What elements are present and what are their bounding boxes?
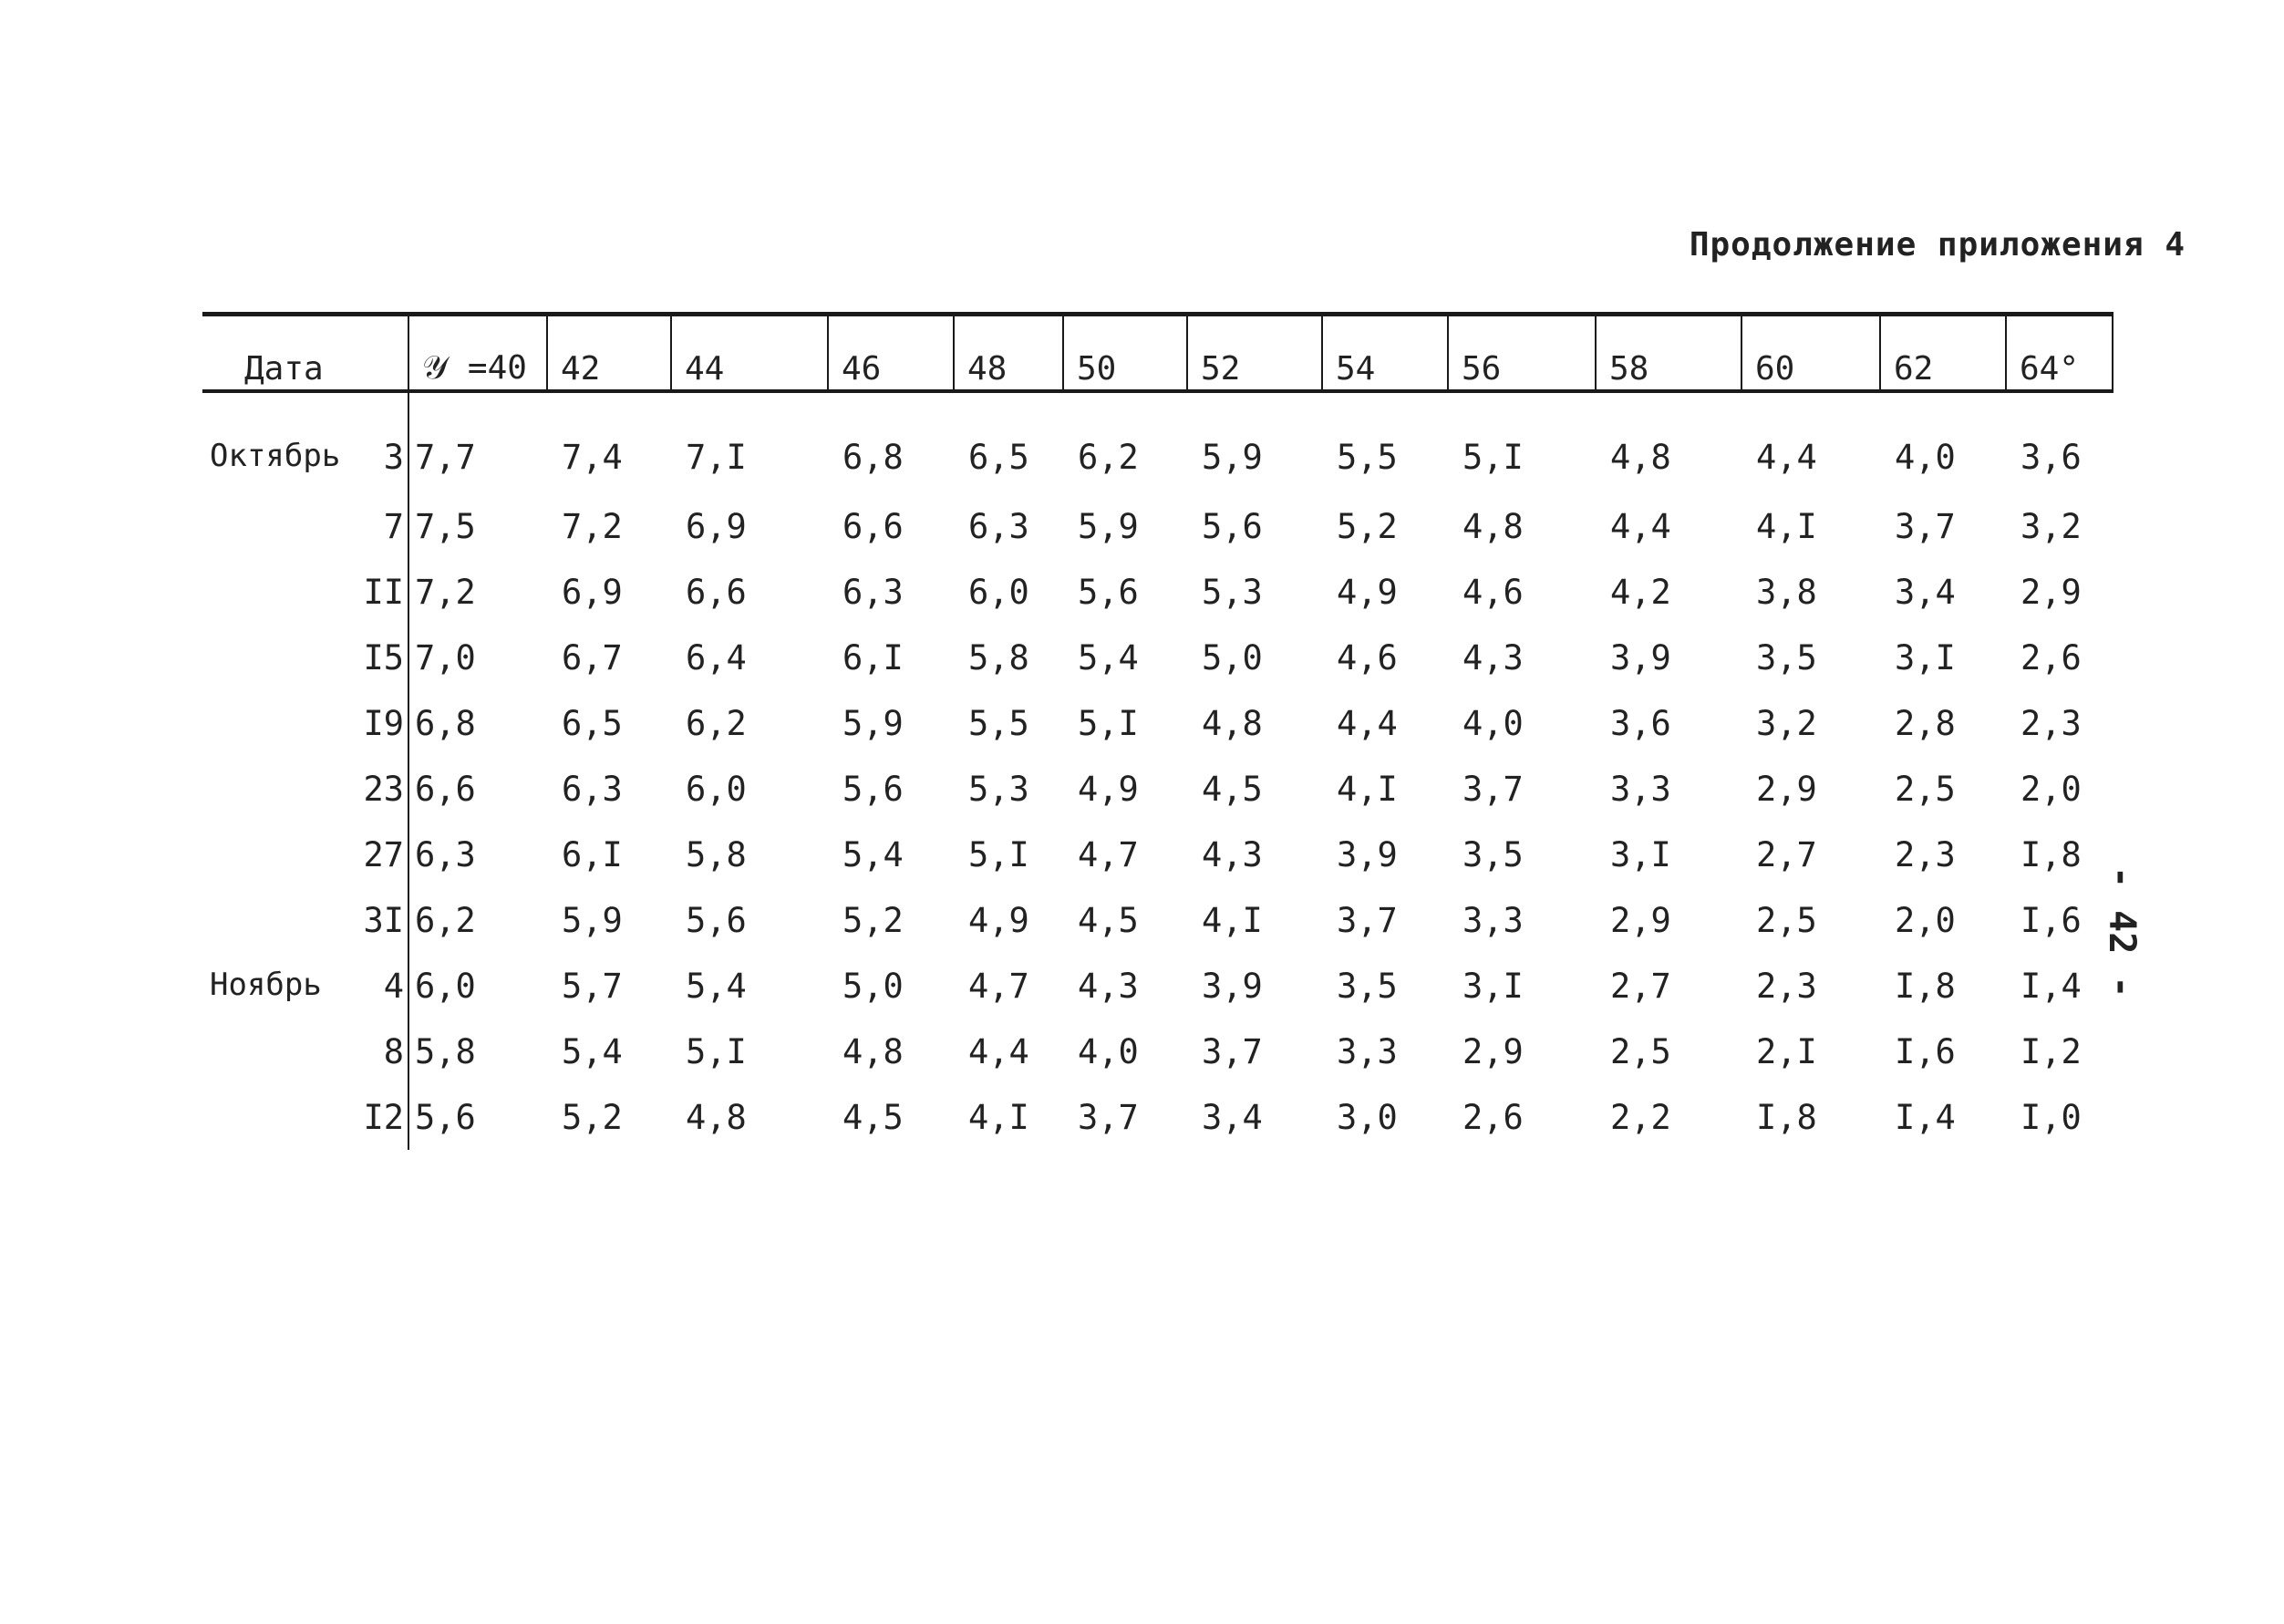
day-label: 7	[383, 506, 404, 546]
value-cell: 5,6	[686, 900, 747, 940]
day-label: I9	[363, 703, 404, 743]
date-cell	[202, 690, 408, 756]
value-cell: I,4	[2020, 966, 2082, 1006]
value-cell: 3,3	[1337, 1031, 1398, 1071]
value-cell: 4,3	[1462, 637, 1524, 678]
value-cell: 3,7	[1202, 1031, 1263, 1071]
value-cell: 3,9	[1610, 637, 1671, 678]
value-cell: 5,0	[1202, 637, 1263, 678]
data-table	[202, 312, 2113, 1150]
value-cell: 5,5	[968, 703, 1029, 743]
value-cell: 6,2	[415, 900, 476, 940]
value-cell: 5,I	[1078, 703, 1139, 743]
value-cell: 5,2	[1337, 506, 1398, 546]
value-cell: 4,5	[842, 1097, 904, 1137]
value-cell: 4,I	[1337, 769, 1398, 809]
value-cell: 4,5	[1078, 900, 1139, 940]
value-cell: 3,4	[1895, 572, 1956, 612]
value-cell: 6,4	[686, 637, 747, 678]
value-cell: 7,I	[686, 437, 747, 477]
day-label: 3I	[363, 900, 404, 940]
table-body	[202, 391, 2113, 1150]
value-cell: 5,4	[562, 1031, 623, 1071]
table-row	[202, 887, 2113, 953]
value-cell: 4,4	[1610, 506, 1671, 546]
value-cell: 2,7	[1610, 966, 1671, 1006]
value-cell: 6,0	[968, 572, 1029, 612]
value-cell: 4,7	[968, 966, 1029, 1006]
value-cell: 4,4	[1756, 437, 1817, 477]
value-cell: 4,8	[1610, 437, 1671, 477]
value-cell: 5,6	[1078, 572, 1139, 612]
value-cell: 3,7	[1895, 506, 1956, 546]
value-cell: 5,8	[686, 834, 747, 874]
value-cell: 4,I	[1756, 506, 1817, 546]
value-cell: 6,2	[1078, 437, 1139, 477]
value-cell: 6,5	[968, 437, 1029, 477]
latitude-column-header: 52	[1187, 315, 1322, 392]
value-cell: 2,9	[1610, 900, 1671, 940]
value-cell: 6,3	[415, 834, 476, 874]
value-cell: 5,4	[686, 966, 747, 1006]
appendix-continuation-note: Продолжение приложения 4	[1689, 226, 2186, 264]
value-cell: 4,4	[1337, 703, 1398, 743]
value-cell: 6,8	[415, 703, 476, 743]
day-label: 27	[363, 834, 404, 874]
value-cell: 2,3	[2020, 703, 2082, 743]
latitude-column-header: 50	[1063, 315, 1187, 392]
value-cell: 5,9	[842, 703, 904, 743]
value-cell: 3,4	[1202, 1097, 1263, 1137]
value-cell: 3,I	[1895, 637, 1956, 678]
value-cell: 2,9	[2020, 572, 2082, 612]
day-label: 23	[363, 769, 404, 809]
value-cell: 6,8	[842, 437, 904, 477]
value-cell: 4,6	[1462, 572, 1524, 612]
value-cell: 5,9	[1202, 437, 1263, 477]
month-label: Ноябрь	[210, 966, 322, 1003]
value-cell: 2,I	[1756, 1031, 1817, 1071]
value-cell: 7,0	[415, 637, 476, 678]
value-cell: 2,7	[1756, 834, 1817, 874]
latitude-column-header: 48	[954, 315, 1063, 392]
table-header-row	[202, 315, 2113, 392]
latitude-column-header: 60	[1741, 315, 1880, 392]
value-cell: 2,6	[2020, 637, 2082, 678]
value-cell: 6,6	[686, 572, 747, 612]
page-number: - 42 -	[2101, 866, 2143, 998]
value-cell: 3,7	[1337, 900, 1398, 940]
date-column-header: Дата	[244, 350, 324, 388]
value-cell: 5,I	[968, 834, 1029, 874]
latitude-column-header: 44	[671, 315, 828, 392]
value-cell: 3,5	[1462, 834, 1524, 874]
date-cell	[202, 953, 408, 1019]
value-cell: 2,5	[1756, 900, 1817, 940]
value-cell: 5,8	[968, 637, 1029, 678]
value-cell: 5,2	[842, 900, 904, 940]
value-cell: 6,9	[686, 506, 747, 546]
latitude-column-header: 46	[828, 315, 954, 392]
date-cell	[202, 822, 408, 887]
day-label: 3	[383, 437, 404, 477]
value-cell: 2,9	[1756, 769, 1817, 809]
day-label: 8	[383, 1031, 404, 1071]
table-row	[202, 493, 2113, 559]
value-cell: I,8	[2020, 834, 2082, 874]
value-cell: 5,4	[1078, 637, 1139, 678]
table-row	[202, 756, 2113, 822]
value-cell: 4,0	[1462, 703, 1524, 743]
value-cell: 4,7	[1078, 834, 1139, 874]
value-cell: 5,3	[968, 769, 1029, 809]
value-cell: 5,9	[1078, 506, 1139, 546]
value-cell: 5,I	[686, 1031, 747, 1071]
latitude-column-header: 58	[1596, 315, 1741, 392]
value-cell: 6,9	[562, 572, 623, 612]
value-cell: 3,2	[2020, 506, 2082, 546]
value-cell: 5,I	[1462, 437, 1524, 477]
value-cell: I,6	[1895, 1031, 1956, 1071]
value-cell: 5,7	[562, 966, 623, 1006]
value-cell: I,6	[2020, 900, 2082, 940]
value-cell: 3,8	[1756, 572, 1817, 612]
value-cell: 5,4	[842, 834, 904, 874]
value-cell: 3,3	[1610, 769, 1671, 809]
value-cell: 5,5	[1337, 437, 1398, 477]
value-cell: 2,3	[1756, 966, 1817, 1006]
value-cell: I,2	[2020, 1031, 2082, 1071]
value-cell: 3,9	[1202, 966, 1263, 1006]
table-row	[202, 1019, 2113, 1084]
value-cell: 6,0	[686, 769, 747, 809]
data-table-container	[202, 312, 2113, 1150]
value-cell: 4,8	[1202, 703, 1263, 743]
value-cell: 4,I	[1202, 900, 1263, 940]
value-cell: 3,0	[1337, 1097, 1398, 1137]
value-cell: 3,5	[1756, 637, 1817, 678]
value-cell: I,8	[1895, 966, 1956, 1006]
value-cell: 2,0	[1895, 900, 1956, 940]
value-cell: 2,0	[2020, 769, 2082, 809]
latitude-column-header: 56	[1448, 315, 1596, 392]
value-cell: 6,6	[842, 506, 904, 546]
value-cell: 4,5	[1202, 769, 1263, 809]
value-cell: 5,6	[1202, 506, 1263, 546]
value-cell: 5,8	[415, 1031, 476, 1071]
latitude-column-header: 54	[1322, 315, 1448, 392]
day-label: 4	[383, 966, 404, 1006]
day-label: II	[363, 572, 404, 612]
value-cell: 3,3	[1462, 900, 1524, 940]
day-label: I2	[363, 1097, 404, 1137]
value-cell: 5,9	[562, 900, 623, 940]
value-cell: 4,0	[1895, 437, 1956, 477]
value-cell: 2,2	[1610, 1097, 1671, 1137]
value-cell: 2,3	[1895, 834, 1956, 874]
table-row	[202, 559, 2113, 625]
value-cell: 5,2	[562, 1097, 623, 1137]
date-cell	[202, 1019, 408, 1084]
date-cell	[202, 559, 408, 625]
value-cell: I,0	[2020, 1097, 2082, 1137]
value-cell: I,4	[1895, 1097, 1956, 1137]
value-cell: 5,6	[415, 1097, 476, 1137]
value-cell: 6,3	[562, 769, 623, 809]
table-row	[202, 1084, 2113, 1150]
table-row	[202, 690, 2113, 756]
table-row	[202, 822, 2113, 887]
date-cell	[202, 887, 408, 953]
value-cell: 3,9	[1337, 834, 1398, 874]
value-cell: 4,9	[968, 900, 1029, 940]
value-cell: 3,6	[1610, 703, 1671, 743]
value-cell: 6,2	[686, 703, 747, 743]
value-cell: 4,9	[1337, 572, 1398, 612]
value-cell: 4,0	[1078, 1031, 1139, 1071]
value-cell: 2,5	[1610, 1031, 1671, 1071]
value-cell: 6,0	[415, 966, 476, 1006]
date-cell	[202, 493, 408, 559]
value-cell: 4,8	[842, 1031, 904, 1071]
value-cell: 4,2	[1610, 572, 1671, 612]
date-cell	[202, 625, 408, 690]
value-cell: 3,I	[1462, 966, 1524, 1006]
value-cell: 6,7	[562, 637, 623, 678]
value-cell: 7,2	[562, 506, 623, 546]
value-cell: 7,7	[415, 437, 476, 477]
value-cell: 4,9	[1078, 769, 1139, 809]
latitude-column-header: 62	[1880, 315, 2006, 392]
value-cell: 6,3	[968, 506, 1029, 546]
value-cell: 3,7	[1462, 769, 1524, 809]
date-cell	[202, 1084, 408, 1150]
month-label: Октябрь	[210, 437, 341, 474]
value-cell: 4,4	[968, 1031, 1029, 1071]
value-cell: 6,5	[562, 703, 623, 743]
value-cell: 7,4	[562, 437, 623, 477]
value-cell: 3,7	[1078, 1097, 1139, 1137]
value-cell: 6,3	[842, 572, 904, 612]
value-cell: 3,6	[2020, 437, 2082, 477]
value-cell: 5,6	[842, 769, 904, 809]
latitude-column-header: 𝒴 =40	[408, 315, 547, 392]
value-cell: 2,9	[1462, 1031, 1524, 1071]
latitude-column-header: 64°	[2006, 315, 2113, 392]
value-cell: 7,5	[415, 506, 476, 546]
value-cell: 2,5	[1895, 769, 1956, 809]
value-cell: 3,I	[1610, 834, 1671, 874]
value-cell: 4,8	[1462, 506, 1524, 546]
date-cell	[202, 391, 408, 493]
value-cell: 4,8	[686, 1097, 747, 1137]
table-row	[202, 391, 2113, 493]
value-cell: I,8	[1756, 1097, 1817, 1137]
table-row	[202, 625, 2113, 690]
table-row	[202, 953, 2113, 1019]
value-cell: 4,3	[1078, 966, 1139, 1006]
value-cell: 4,I	[968, 1097, 1029, 1137]
value-cell: 6,6	[415, 769, 476, 809]
day-label: I5	[363, 637, 404, 678]
value-cell: 3,2	[1756, 703, 1817, 743]
value-cell: 4,3	[1202, 834, 1263, 874]
value-cell: 6,I	[562, 834, 623, 874]
value-cell: 6,I	[842, 637, 904, 678]
value-cell: 3,5	[1337, 966, 1398, 1006]
value-cell: 4,6	[1337, 637, 1398, 678]
value-cell: 5,3	[1202, 572, 1263, 612]
latitude-column-header: 42	[547, 315, 671, 392]
value-cell: 2,8	[1895, 703, 1956, 743]
date-cell	[202, 756, 408, 822]
value-cell: 5,0	[842, 966, 904, 1006]
value-cell: 2,6	[1462, 1097, 1524, 1137]
value-cell: 7,2	[415, 572, 476, 612]
